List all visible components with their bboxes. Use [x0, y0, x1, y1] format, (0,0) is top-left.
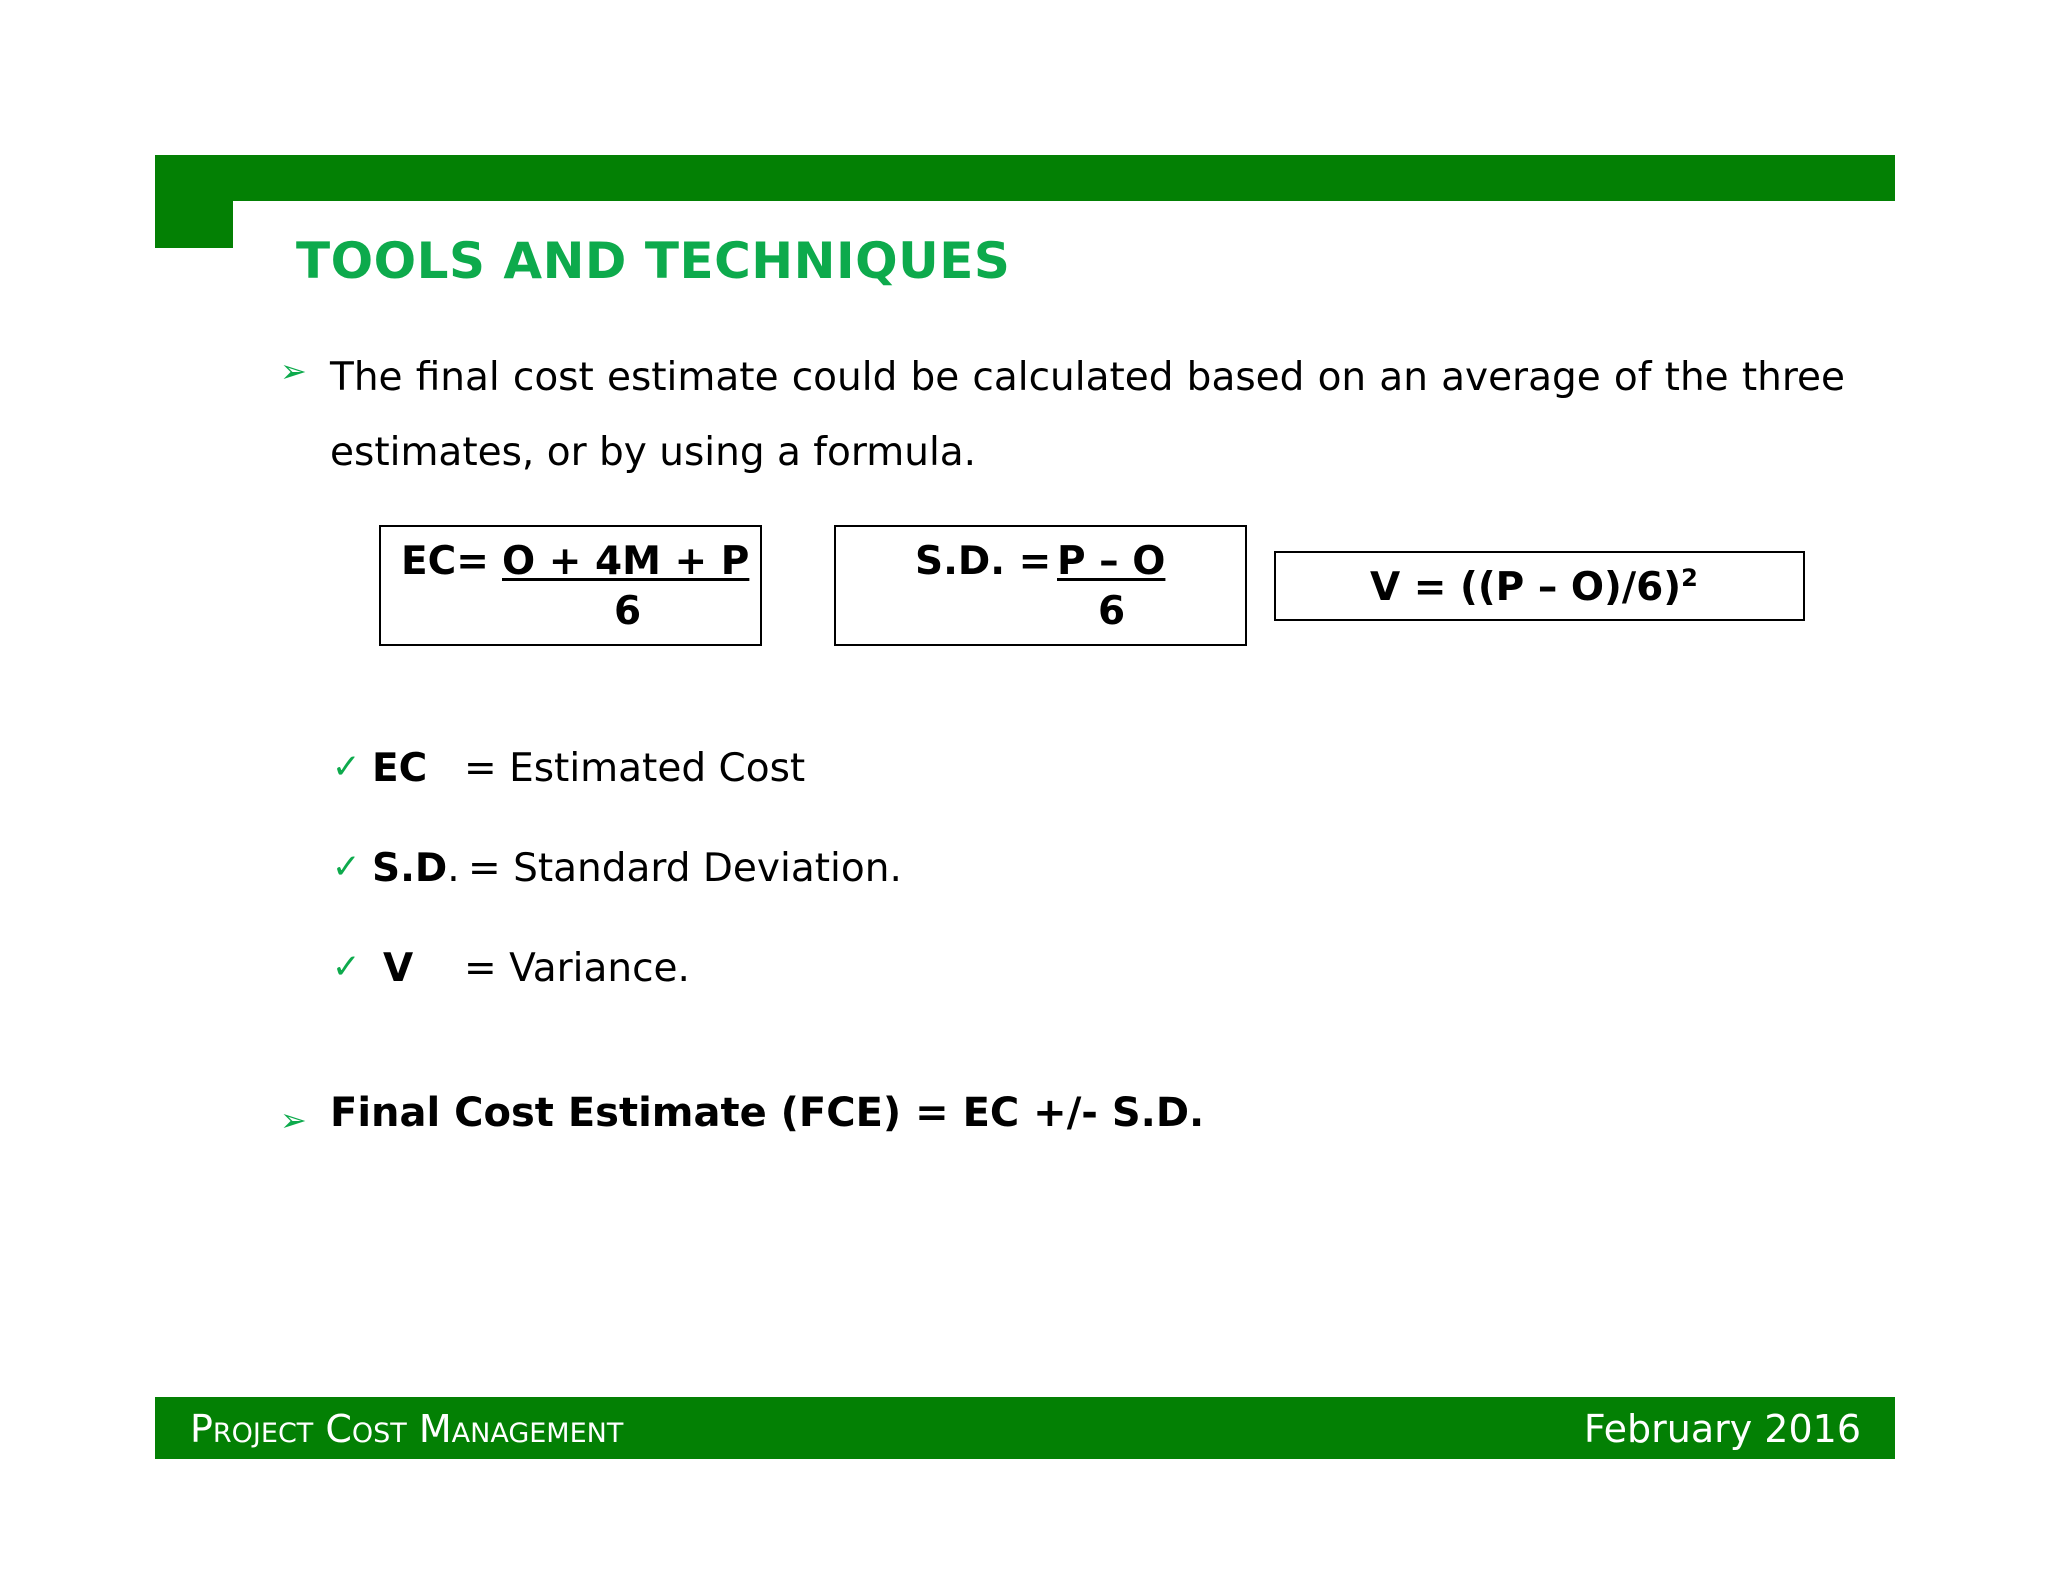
definition-term-ec: EC — [372, 746, 428, 791]
definition-meaning-sd: = Standard Deviation. — [468, 846, 902, 891]
header-band — [155, 155, 1895, 201]
ec-formula-box — [379, 525, 762, 646]
ec-formula-denominator: 6 — [614, 589, 642, 634]
sd-formula-lhs: S.D. = — [915, 539, 1052, 584]
check-icon: ✓ — [332, 947, 361, 987]
check-icon: ✓ — [332, 847, 361, 887]
variance-formula-expression — [1370, 564, 1698, 610]
sd-formula-box — [834, 525, 1247, 646]
sd-formula-numerator: P – O — [1057, 539, 1166, 584]
definition-meaning-ec: = Estimated Cost — [464, 746, 806, 791]
definition-term-sd-suffix: . — [447, 846, 460, 891]
definition-meaning-v: = Variance. — [464, 946, 690, 991]
header-corner-block — [155, 155, 233, 248]
variance-formula-base: V = ((P – O)/6) — [1370, 565, 1682, 610]
intro-paragraph: The final cost estimate could be calculated based on an average of the three estimates, or by using a formula. — [330, 355, 1845, 475]
definition-term-v: V — [383, 946, 414, 991]
definition-term-sd — [372, 846, 460, 891]
variance-formula-exponent: 2 — [1681, 564, 1698, 592]
footer-course-title: Project Cost Management — [190, 1407, 624, 1451]
arrow-bullet-icon: ➢ — [280, 1101, 307, 1139]
sd-formula-denominator: 6 — [1098, 589, 1126, 634]
slide-title: TOOLS AND TECHNIQUES — [296, 232, 1011, 290]
footer-date: February 2016 — [1583, 1407, 1861, 1451]
check-icon: ✓ — [332, 747, 361, 787]
arrow-bullet-icon: ➢ — [280, 352, 307, 390]
definition-term-sd-text: S.D — [372, 846, 448, 891]
final-cost-estimate-formula: Final Cost Estimate (FCE) = EC +/- S.D. — [330, 1090, 1205, 1136]
ec-formula-lhs: EC= — [401, 539, 489, 584]
ec-formula-numerator: O + 4M + P — [502, 539, 750, 584]
variance-formula-box — [1274, 551, 1805, 621]
